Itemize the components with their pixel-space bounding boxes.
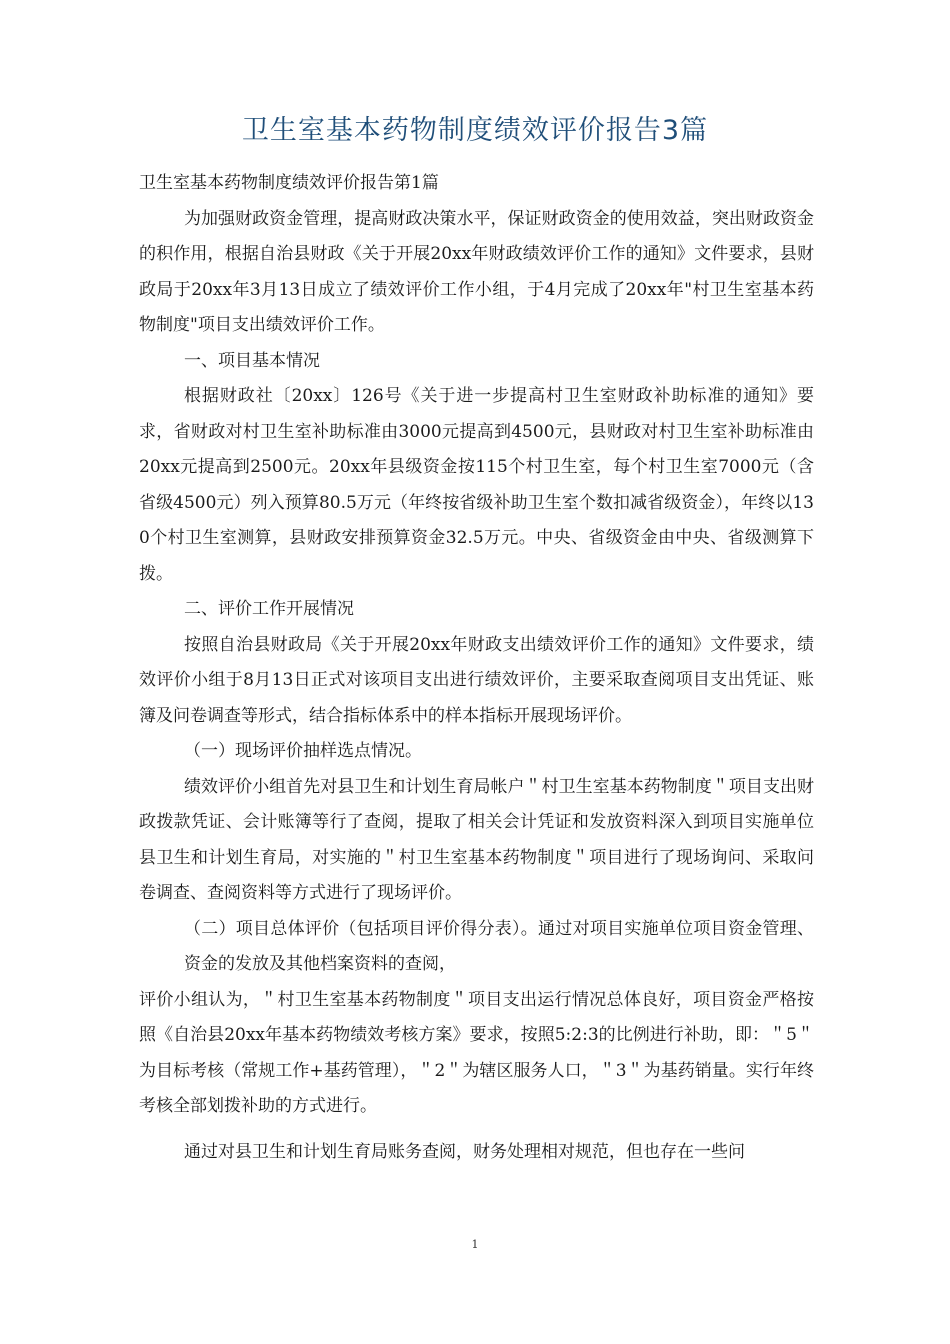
paragraph-overall-evaluation: （二）项目总体评价（包括项目评价得分表）。通过对项目实施单位项目资金管理、资金的发放及其他档案资料的查阅，: [184, 918, 814, 974]
paragraph-accounts-review: 通过对县卫生和计划生育局账务查阅，财务处理相对规范，但也存在一些问: [184, 1141, 745, 1162]
document-subtitle: 卫生室基本药物制度绩效评价报告第1篇: [139, 173, 439, 193]
paragraph-intro: 为加强财政资金管理，提高财政决策水平，保证财政资金的使用效益，突出财政资金的积作用，根据自治县财政《关于开展20xx年财政绩效评价工作的通知》文件要求，县财政局于20xx年3月13日成立了绩效评价工作小组，于4月完成了20xx年"村卫生室基本药物制度"项目支出绩效评价工作。: [139, 208, 814, 335]
paragraph-sampling: 绩效评价小组首先对县卫生和计划生育局帐户＂村卫生室基本药物制度＂项目支出财政拨款凭证、会计账簿等行了查阅，提取了相关会计凭证和发放资料深入到项目实施单位县卫生和计划生育局，对实施的＂村卫生室基本药物制度＂项目进行了现场询问、采取问卷调查、查阅资料等方式进行了现场评价。: [139, 776, 814, 903]
subsection-heading-sampling: （一）现场评价抽样选点情况。: [184, 741, 422, 761]
paragraph-evaluation-conclusion: 评价小组认为，＂村卫生室基本药物制度＂项目支出运行情况总体良好，项目资金严格按照《自治县20xx年基本药物绩效考核方案》要求，按照5:2:3的比例进行补助，即：＂5＂为目标考核（常规工作+基药管理），＂2＂为辖区服务人口，＂3＂为基药销量。实行年终考核全部划拨补助的方式进行。: [139, 989, 814, 1116]
document-body: [139, 166, 814, 1170]
document-title: 卫生室基本药物制度绩效评价报告3篇: [241, 115, 709, 146]
page-number: 1: [471, 1238, 479, 1251]
paragraph-basic-info: 根据财政社〔20xx〕126号《关于进一步提高村卫生室财政补助标准的通知》要求，省财政对村卫生室补助标准由3000元提高到4500元，县财政对村卫生室补助标准由20xx元提高到2500元。20xx年县级资金按115个村卫生室，每个村卫生室7000元（含省级4500元）列入预算80.5万元（年终按省级补助卫生室个数扣减省级资金），年终以130个村卫生室测算，县财政安排预算资金32.5万元。中央、省级资金由中央、省级测算下拨。: [139, 386, 814, 584]
section-heading-evaluation: 二、评价工作开展情况: [184, 599, 354, 619]
section-heading-basic-info: 一、项目基本情况: [184, 350, 320, 371]
paragraph-evaluation: 按照自治县财政局《关于开展20xx年财政支出绩效评价工作的通知》文件要求，绩效评价小组于8月13日正式对该项目支出进行绩效评价，主要采取查阅项目支出凭证、账簿及问卷调查等形式，结合指标体系中的样本指标开展现场评价。: [139, 634, 814, 726]
